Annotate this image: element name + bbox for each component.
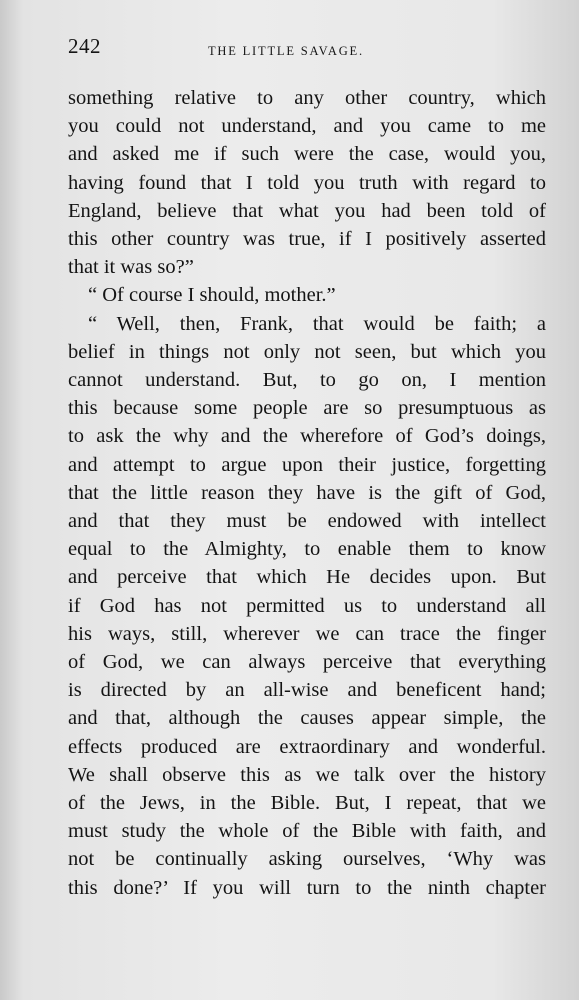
text-line: of God, we can always perceive that everything — [68, 651, 546, 674]
text-line: something relative to any other country, which — [68, 87, 546, 109]
running-head: THE LITTLE SAVAGE. — [208, 44, 364, 58]
text-line: must study the whole of the Bible with faith, and — [68, 820, 546, 843]
body-text — [68, 84, 546, 902]
text-line: and attempt to argue upon their justice, forgetting — [68, 453, 546, 476]
text-line: effects produced are extraordinary and wonderful. — [68, 735, 546, 758]
text-line: “ Well, then, Frank, that would be faith; a — [88, 312, 546, 335]
text-line: We shall observe this as we talk over the history — [68, 763, 546, 786]
text-line: and that, although the causes appear simple, the — [68, 707, 546, 730]
text-line: is directed by an all-wise and beneficent hand; — [68, 679, 546, 702]
page-header — [68, 34, 548, 66]
text-line: to ask the why and the wherefore of God’s doings, — [68, 425, 546, 448]
text-line: belief in things not only not seen, but which you — [68, 340, 546, 363]
text-line: not be continually asking ourselves, ‘Why was — [68, 848, 546, 871]
text-line: that the little reason they have is the gift of God, — [68, 481, 546, 504]
text-line: England, believe that what you had been told of — [68, 199, 546, 222]
text-line: cannot understand. But, to go on, I mention — [68, 369, 546, 392]
text-line: and that they must be endowed with intellect — [68, 510, 546, 533]
text-line: if God has not permitted us to understand all — [68, 594, 546, 617]
text-line: “ Of course I should, mother.” — [88, 284, 336, 307]
text-line: this because some people are so presumptuous as — [68, 397, 546, 420]
text-line: equal to the Almighty, to enable them to know — [68, 538, 546, 561]
page-number: 242 — [68, 34, 101, 58]
text-line: his ways, still, wherever we can trace the finger — [68, 622, 546, 645]
text-line: of the Jews, in the Bible. But, I repeat, that we — [68, 792, 546, 815]
text-line: and perceive that which He decides upon. But — [68, 566, 546, 589]
text-line: having found that I told you truth with regard to — [68, 171, 546, 194]
text-line: you could not understand, and you came to me — [68, 115, 546, 138]
text-line: and asked me if such were the case, would you, — [68, 143, 546, 166]
text-line: this other country was true, if I positively asserted — [68, 228, 546, 251]
text-line: that it was so?” — [68, 256, 194, 279]
text-line: this done?’ If you will turn to the ninth chapter — [68, 876, 546, 899]
